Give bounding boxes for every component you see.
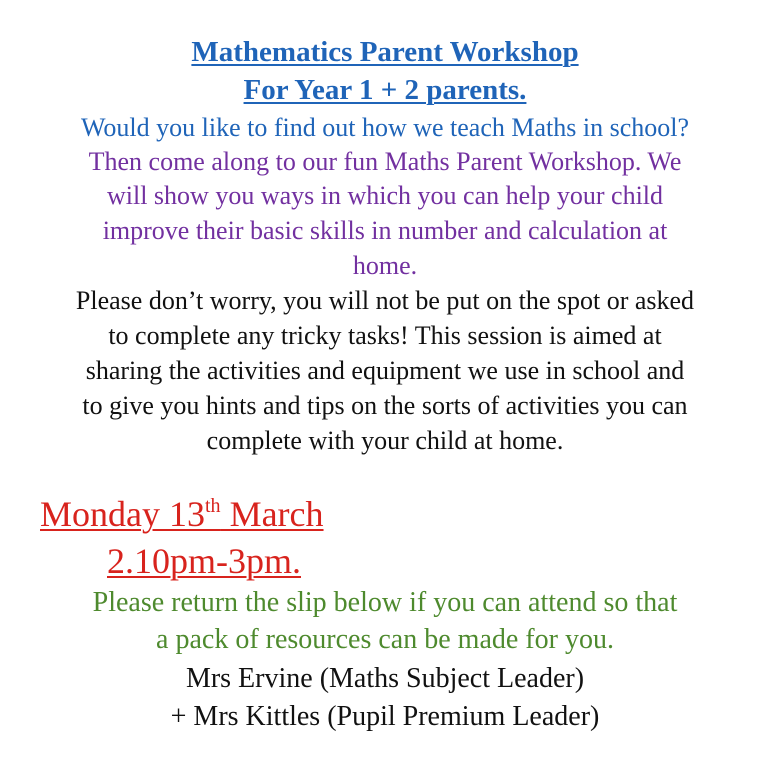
intro-line-4: improve their basic skills in number and calculation at [102, 216, 668, 245]
intro-line-3: will show you ways in which you can help your child [106, 181, 664, 210]
intro-line-1: Would you like to find out how we teach Maths in school? [80, 113, 690, 142]
intro-line-2: Then come along to our fun Maths Parent Workshop. We [88, 147, 682, 176]
reassurance-line-4: to give you hints and tips on the sorts of activities you can [82, 391, 688, 420]
reassurance-line-5: complete with your child at home. [206, 426, 564, 455]
contact-line-1: Mrs Ervine (Maths Subject Leader) [185, 663, 585, 694]
return-note-line-2: a pack of resources can be made for you. [156, 624, 614, 655]
event-time: 2.10pm-3pm. [107, 541, 301, 581]
contact-line-2: + Mrs Kittles (Pupil Premium Leader) [170, 701, 600, 732]
event-date [40, 496, 324, 532]
event-day-suffix: th [205, 495, 221, 517]
flyer-title: Mathematics Parent Workshop [191, 36, 579, 68]
flyer-subtitle: For Year 1 + 2 parents. [243, 74, 527, 106]
reassurance-line-2: to complete any tricky tasks! This session is aimed at [108, 321, 662, 350]
intro-line-5: home. [352, 251, 418, 280]
event-month: March [220, 494, 324, 534]
event-day: Monday 13 [40, 494, 205, 534]
reassurance-line-3: sharing the activities and equipment we use in school and [85, 356, 685, 385]
reassurance-line-1: Please don’t worry, you will not be put on the spot or asked [75, 286, 695, 315]
return-note-line-1: Please return the slip below if you can attend so that [92, 587, 678, 618]
